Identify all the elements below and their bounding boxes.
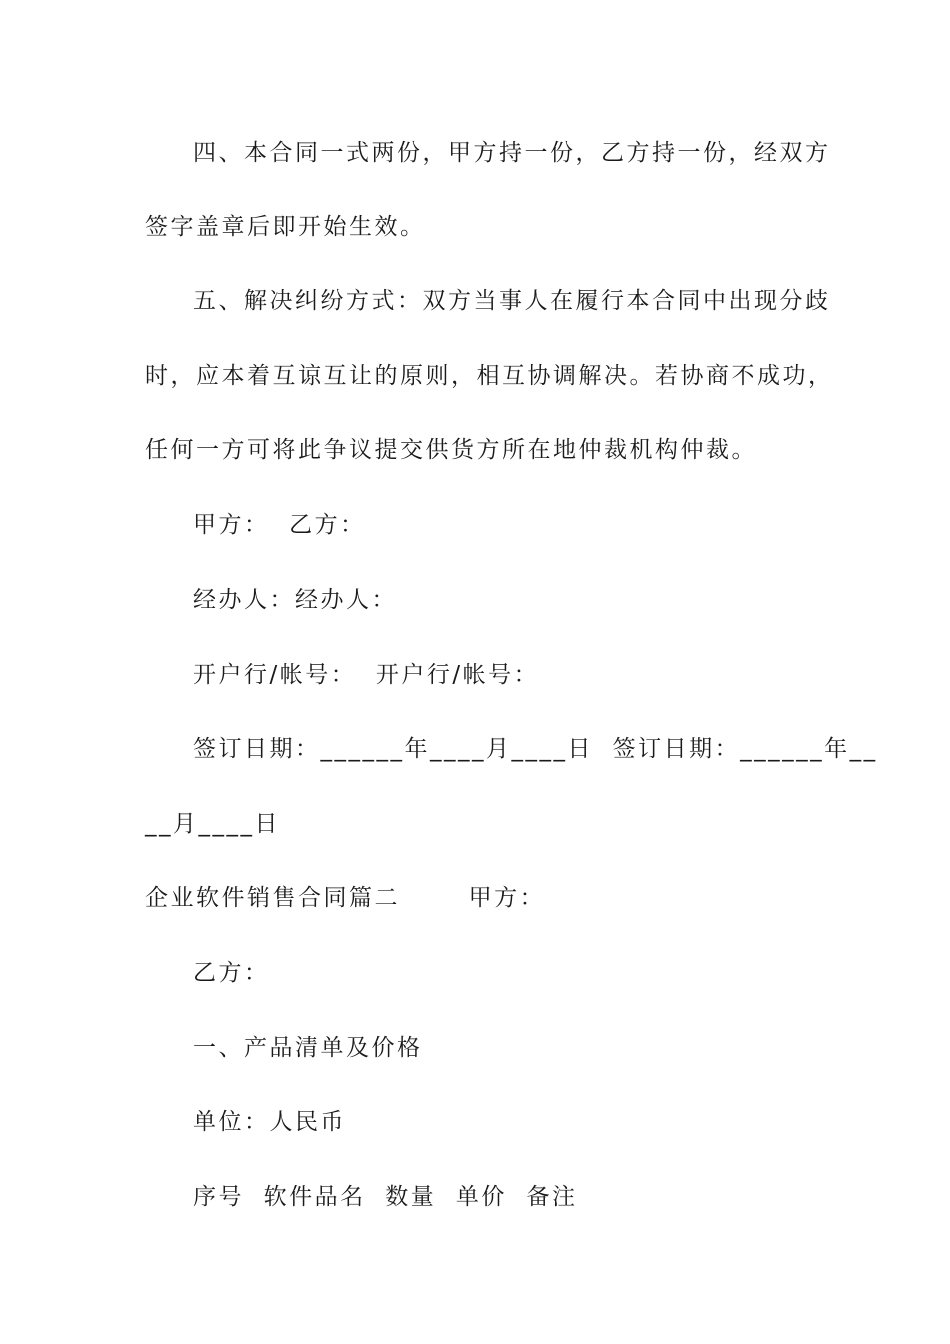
handler-labels: 经办人：经办人： [193, 587, 397, 613]
clause-four-line-2: 签字盖章后即开始生效。 [145, 214, 426, 240]
party-labels: 甲方： 乙方： [193, 512, 366, 538]
clause-five-line-2: 时，应本着互谅互让的原则，相互协调解决。若协商不成功， [145, 363, 834, 389]
section-two-heading: 企业软件销售合同篇二 甲方： [145, 885, 546, 911]
product-list-heading: 一、产品清单及价格 [193, 1035, 423, 1061]
clause-five-line-1: 五、解决纠纷方式：双方当事人在履行本合同中出现分歧 [193, 288, 831, 314]
signing-date-line-2: __月____日 [145, 811, 280, 837]
bank-account-labels: 开户行/帐号： 开户行/帐号： [193, 662, 540, 688]
currency-unit: 单位：人民币 [193, 1109, 346, 1135]
signing-date-line-1: 签订日期：______年____月____日 签订日期：______年__ [193, 736, 878, 762]
clause-four-line-1: 四、本合同一式两份，甲方持一份，乙方持一份，经双方 [193, 140, 831, 166]
table-header-row: 序号 软件品名 数量 单价 备注 [193, 1184, 578, 1210]
party-b-label: 乙方： [193, 960, 270, 986]
clause-five-line-3: 任何一方可将此争议提交供货方所在地仲裁机构仲裁。 [145, 437, 757, 463]
